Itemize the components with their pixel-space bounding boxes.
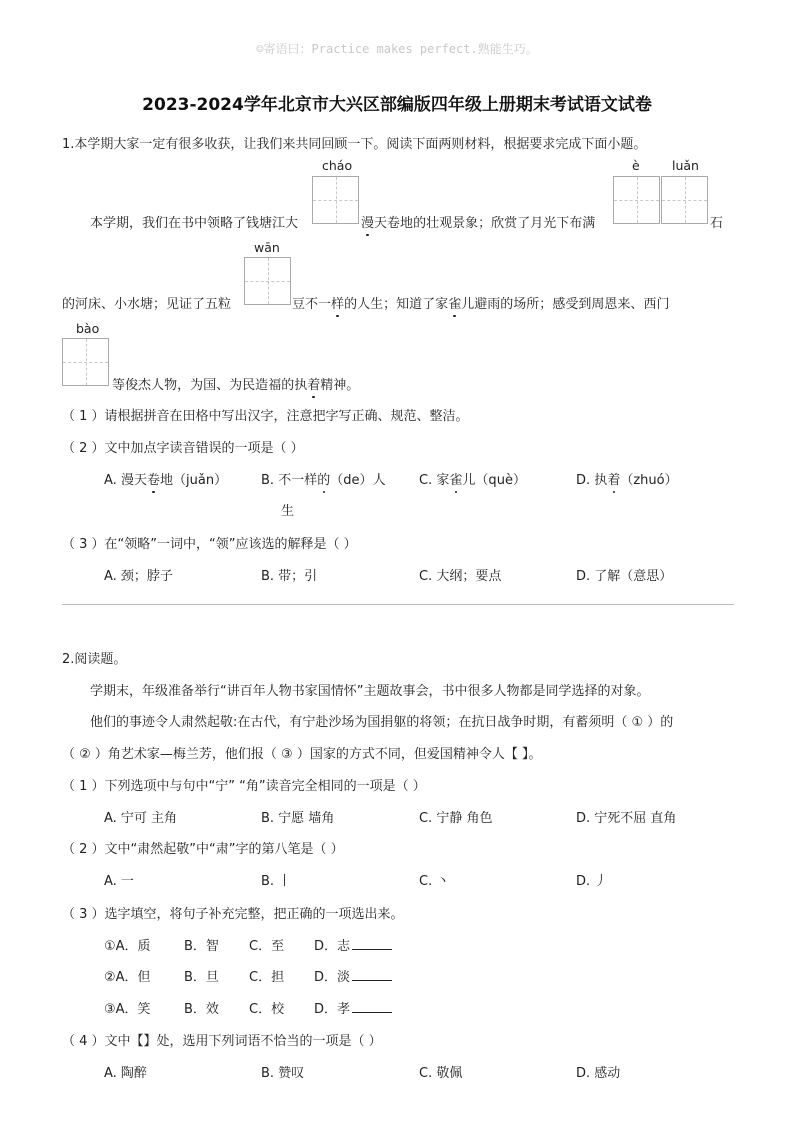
q1-sub2-option-c[interactable]: C. 家雀儿（què） [419, 473, 526, 488]
answer-blank-1[interactable] [352, 938, 392, 950]
q1-intro: 1.本学期大家一定有很多收获，让我们来共同回顾一下。阅读下面两则材料，根据要求完成下面小题。 [62, 137, 647, 152]
pinyin-bao: bào [76, 321, 100, 336]
q1-sub3-option-a[interactable]: A. 颈；脖子 [104, 569, 173, 584]
answer-blank-3[interactable] [352, 1001, 392, 1013]
q2-sub1: （ 1 ）下列选项中与句中“宁” “角”读音完全相同的一项是（ ） [62, 779, 426, 794]
q2-sub1-option-b[interactable]: B. 宁愿 墙角 [261, 811, 335, 826]
q2-sub2-option-d[interactable]: D. 丿 [576, 874, 608, 889]
q1-para-line2a: 的河床、小水塘；见证了五粒 [62, 297, 232, 312]
q2-sub4-option-a[interactable]: A. 陶醉 [104, 1066, 147, 1081]
q2-sub3-row1-a[interactable]: ①A．质 [104, 939, 151, 954]
q2-sub4: （ 4 ）文中【】处，选用下列词语不恰当的一项是（ ） [62, 1034, 382, 1049]
q1-sub3-option-d[interactable]: D. 了解（意思） [576, 569, 673, 584]
q2-sub2: （ 2 ）文中“肃然起敬”中“肃”字的第八笔是（ ） [62, 842, 344, 857]
section-divider [62, 604, 734, 605]
q2-para2-line1: 他们的事迹令人肃然起敬:在古代，有宁赴沙场为国捐躯的将领；在抗日战争时期，有蓄须明（ ① ）的 [90, 715, 674, 730]
q1-para-line1a: 本学期，我们在书中领略了钱塘江大 [90, 216, 299, 231]
answer-blank-2[interactable] [352, 969, 392, 981]
pinyin-chao: cháo [322, 158, 353, 173]
q2-sub3-row2-d[interactable]: D．淡 [314, 966, 392, 985]
q1-sub2-option-a[interactable]: A. 漫天卷地（juǎn） [104, 473, 228, 488]
q2-para1: 学期末，年级准备举行“讲百年人物书家国情怀”主题故事会，书中很多人物都是同学选择的对象。 [90, 684, 650, 699]
q2-sub4-option-d[interactable]: D. 感动 [576, 1066, 621, 1081]
q2-sub3-row2-c[interactable]: C．担 [249, 970, 285, 985]
q2-sub3-row3-d[interactable]: D．孝 [314, 998, 392, 1017]
pinyin-wan: wān [254, 240, 280, 255]
motto-header: ☺寄语曰：Practice makes perfect.熟能生巧。 [256, 42, 538, 56]
q1-sub2-option-d[interactable]: D. 执着（zhuó） [576, 473, 678, 488]
q2-sub3-row1-d[interactable]: D．志 [314, 935, 392, 954]
q1-sub3: （ 3 ）在“领略”一词中，“领”应该选的解释是（ ） [62, 537, 357, 552]
tian-grid-bao[interactable] [62, 338, 109, 386]
pinyin-e: è [632, 158, 640, 173]
q2-intro: 2.阅读题。 [62, 652, 127, 667]
q2-sub3-row3-a[interactable]: ③A．笑 [104, 1002, 151, 1017]
q2-sub1-option-d[interactable]: D. 宁死不屈 直角 [576, 811, 677, 826]
q2-sub3-row1-b[interactable]: B．智 [184, 939, 219, 954]
q1-sub3-option-c[interactable]: C. 大纲；要点 [419, 569, 502, 584]
q2-sub3-row3-c[interactable]: C．校 [249, 1002, 285, 1017]
q1-para-line1c: 石 [710, 216, 724, 231]
q2-sub2-option-b[interactable]: B. 丨 [261, 874, 292, 889]
q2-sub3-row1-c[interactable]: C．至 [249, 939, 285, 954]
q1-sub2-option-b[interactable]: B. 不一样的（de）人 [261, 473, 386, 488]
q2-sub1-option-a[interactable]: A. 宁可 主角 [104, 811, 178, 826]
q2-sub4-option-b[interactable]: B. 赞叹 [261, 1066, 305, 1081]
q2-sub3-row3-b[interactable]: B．效 [184, 1002, 219, 1017]
q1-para-line1b: 漫天卷地的壮观景象；欣赏了月光下布满 [361, 216, 596, 231]
q2-sub1-option-c[interactable]: C. 宁静 角色 [419, 811, 493, 826]
q1-sub1: （ 1 ）请根据拼音在田格中写出汉字，注意把字写正确、规范、整洁。 [62, 409, 469, 424]
q1-sub3-option-b[interactable]: B. 带；引 [261, 569, 318, 584]
tian-grid-luan[interactable] [661, 176, 708, 224]
pinyin-luan: luǎn [672, 158, 699, 173]
q1-sub2-option-b-wrap: 生 [281, 504, 295, 519]
q1-para-line3: 等俊杰人物，为国、为民造福的执着精神。 [112, 378, 360, 393]
q2-sub2-option-a[interactable]: A. 一 [104, 874, 134, 889]
q1-para-line2b: 豆不一样的人生；知道了家雀儿避雨的场所；感受到周恩来、西门 [292, 297, 670, 312]
q1-sub2: （ 2 ）文中加点字读音错误的一项是（ ） [62, 441, 304, 456]
q2-sub4-option-c[interactable]: C. 敬佩 [419, 1066, 463, 1081]
q2-sub3-row2-b[interactable]: B．旦 [184, 970, 219, 985]
tian-grid-e[interactable] [613, 176, 660, 224]
tian-grid-wan[interactable] [244, 257, 291, 305]
q2-sub2-option-c[interactable]: C. 丶 [419, 874, 450, 889]
q2-sub3: （ 3 ）选字填空，将句子补充完整，把正确的一项选出来。 [62, 907, 404, 922]
q2-sub3-row2-a[interactable]: ②A．但 [104, 970, 151, 985]
page-title: 2023-2024学年北京市大兴区部编版四年级上册期末考试语文试卷 [142, 95, 652, 115]
q2-para2-line2: （ ② ）角艺术家—梅兰芳，他们报（ ③ ）国家的方式不同，但爱国精神令人【 】。 [62, 747, 542, 762]
tian-grid-chao[interactable] [312, 176, 359, 224]
